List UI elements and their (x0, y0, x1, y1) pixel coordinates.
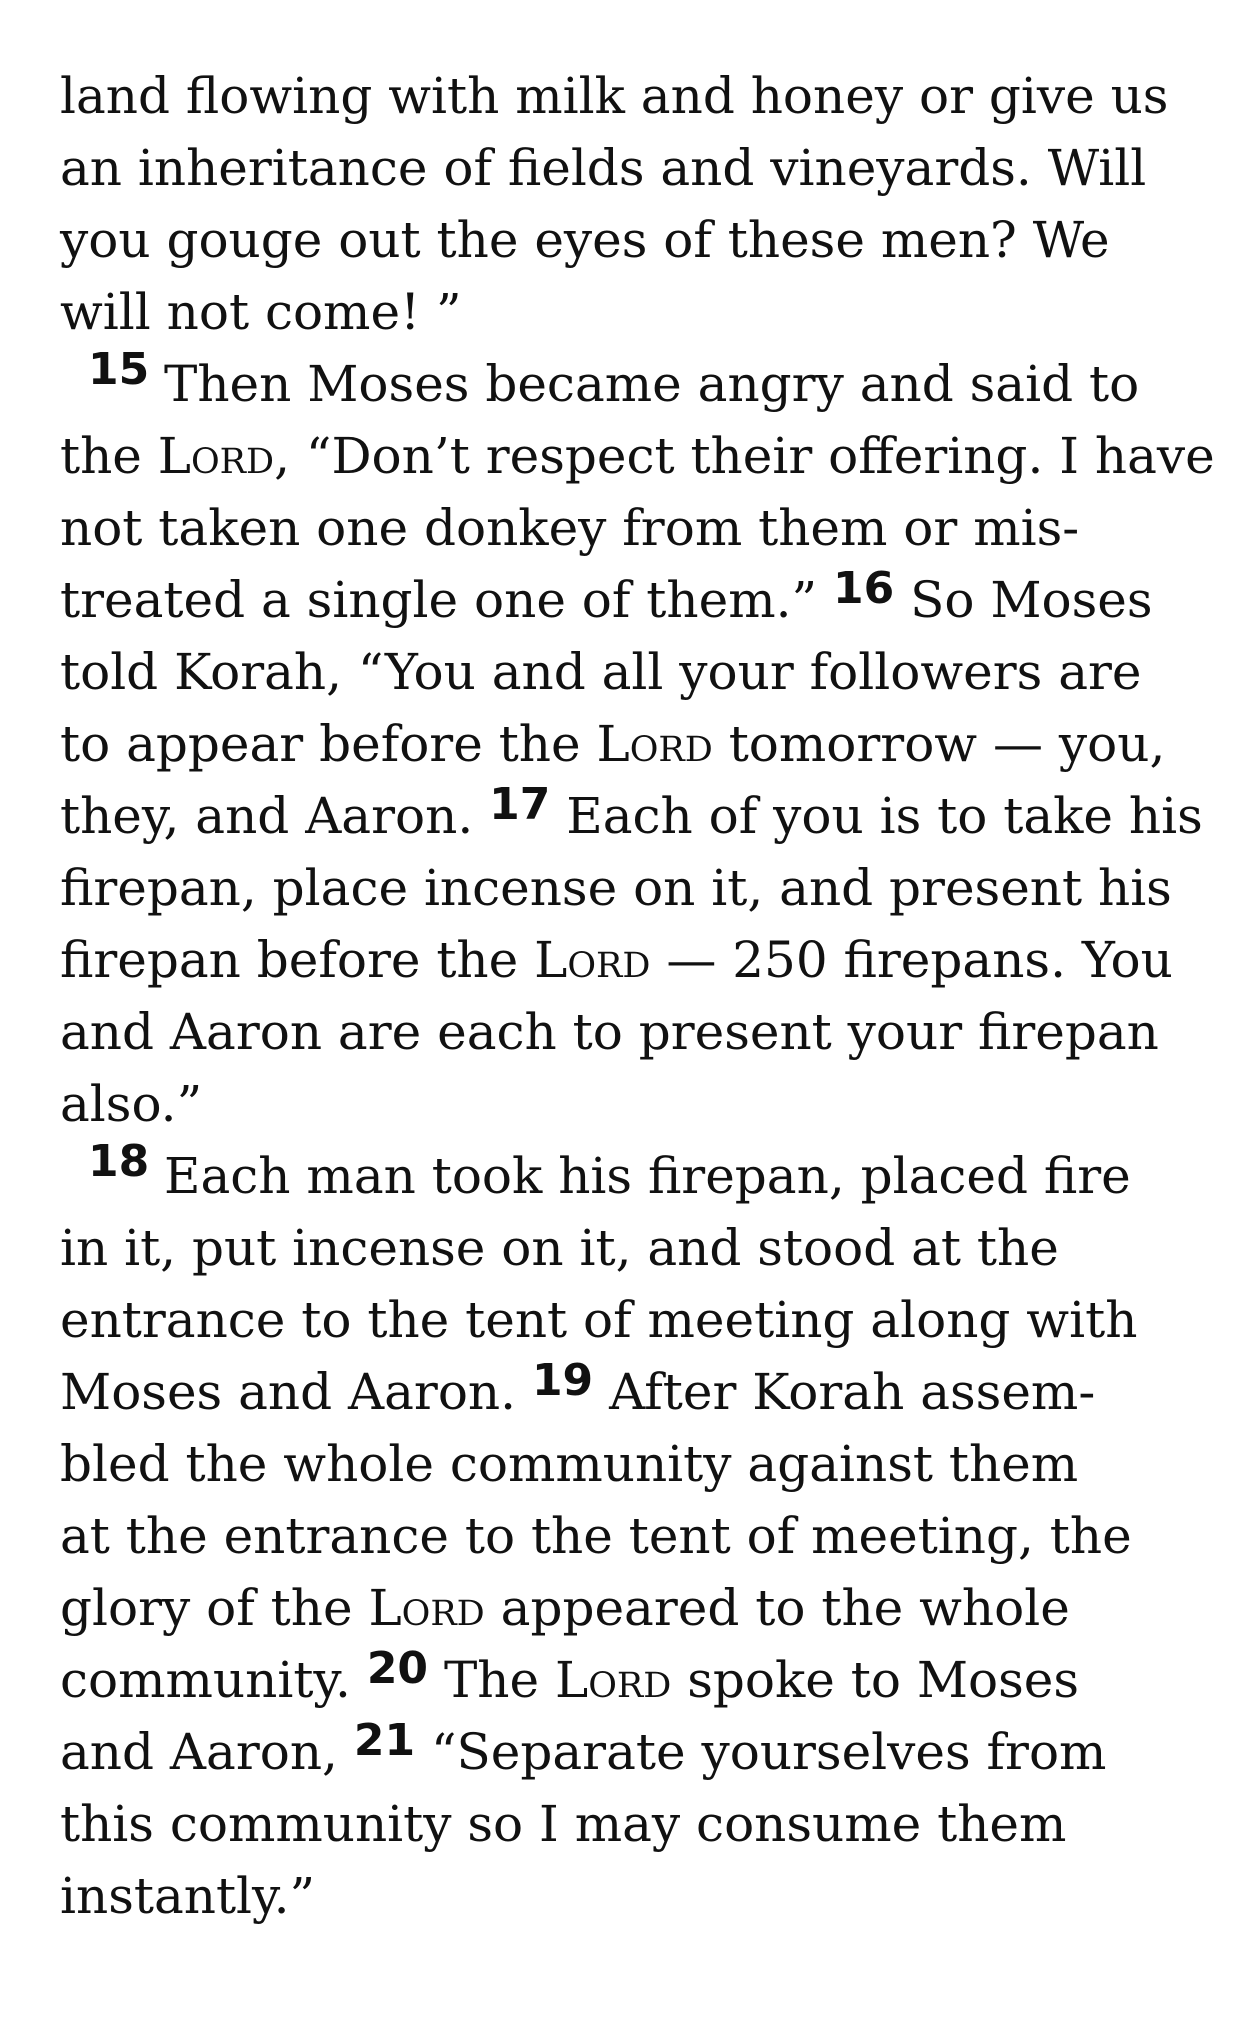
text-run: to appear before the (60, 715, 597, 773)
paragraph-start-line (60, 344, 1200, 420)
text-run: not taken one donkey from them or mis- (60, 499, 1080, 557)
text-line (60, 276, 1200, 348)
text-run: Then Moses became angry and said to (164, 355, 1140, 413)
divine-name: Lord (596, 715, 713, 773)
divine-name: Lord (157, 427, 275, 485)
text-line (60, 636, 1200, 708)
verse-number: 18 (88, 1136, 150, 1187)
text-line (60, 204, 1200, 276)
divine-name: Lord (554, 1651, 672, 1709)
text-run: land flowing with milk and honey or give us (60, 67, 1169, 125)
text-line (60, 924, 1200, 996)
text-run: treated a single one of them.” (60, 571, 833, 629)
scripture-text (60, 60, 1215, 1932)
text-run: also.” (60, 1075, 203, 1133)
divine-name: Lord (534, 931, 651, 989)
text-run: Moses and Aaron. (60, 1363, 532, 1421)
verse-number: 16 (832, 563, 895, 614)
text-line (60, 1500, 1200, 1572)
text-line (60, 1068, 1200, 1140)
text-run: in it, put incense on it, and stood at the (60, 1219, 1059, 1277)
text-line (60, 1356, 1200, 1428)
verse-number: 15 (88, 344, 150, 395)
text-run: they, and Aaron. (60, 787, 490, 845)
text-line (60, 1428, 1200, 1500)
verse-number: 21 (353, 1715, 416, 1766)
text-line (60, 708, 1200, 780)
text-line (60, 492, 1200, 564)
text-run: The (428, 1651, 555, 1709)
text-line (60, 1212, 1200, 1284)
text-run: instantly.” (60, 1867, 316, 1925)
text-line (60, 1284, 1200, 1356)
text-line (60, 996, 1200, 1068)
text-run: the (60, 427, 158, 485)
text-run: told Korah, “You and all your followers are (60, 643, 1142, 701)
text-line (60, 420, 1215, 492)
text-run: , “Don’t respect their offering. I have (274, 427, 1215, 485)
text-line (60, 779, 1203, 852)
text-run: entrance to the tent of meeting along with (60, 1291, 1138, 1349)
text-run: will not come! ” (60, 283, 462, 341)
text-run: firepan before the (60, 931, 535, 989)
text-line (60, 1644, 1200, 1716)
text-line (60, 1572, 1200, 1644)
text-run: Each man took his firepan, placed fire (164, 1147, 1131, 1205)
text-run: — 250 firepans. You (650, 931, 1173, 989)
divine-name: Lord (368, 1579, 485, 1637)
text-run: appeared to the whole (484, 1579, 1070, 1637)
text-run: bled the whole community against them (60, 1435, 1079, 1493)
text-run: and Aaron, (60, 1723, 354, 1781)
text-line (60, 1788, 1200, 1860)
text-run: at the entrance to the tent of meeting, the (60, 1507, 1132, 1565)
verse-number: 20 (366, 1643, 429, 1694)
text-run: spoke to Moses (671, 1651, 1080, 1709)
text-run: this community so I may consume them (60, 1795, 1067, 1853)
text-line (60, 852, 1200, 924)
verse-number: 17 (489, 779, 551, 830)
text-run: Each of you is to take his (550, 787, 1203, 845)
text-run: tomorrow — you, (712, 715, 1166, 773)
text-run: you gouge out the eyes of these men? We (60, 211, 1110, 269)
text-line (60, 1860, 1200, 1932)
text-line (60, 132, 1200, 204)
text-run: “Separate yourselves from (415, 1723, 1107, 1781)
paragraph-start-line (60, 1136, 1200, 1212)
text-run: glory of the (60, 1579, 369, 1637)
text-run: an inheritance of fields and vineyards. Will (60, 139, 1147, 197)
text-run: firepan, place incense on it, and present his (60, 859, 1172, 917)
verse-number: 19 (531, 1355, 594, 1406)
text-line (60, 1716, 1200, 1788)
text-run: So Moses (894, 571, 1153, 629)
text-run: and Aaron are each to present your firepan (60, 1003, 1159, 1061)
text-line (60, 60, 1200, 132)
text-run: After Korah assem- (593, 1363, 1096, 1421)
text-run: community. (60, 1651, 367, 1709)
text-line (60, 564, 1200, 636)
